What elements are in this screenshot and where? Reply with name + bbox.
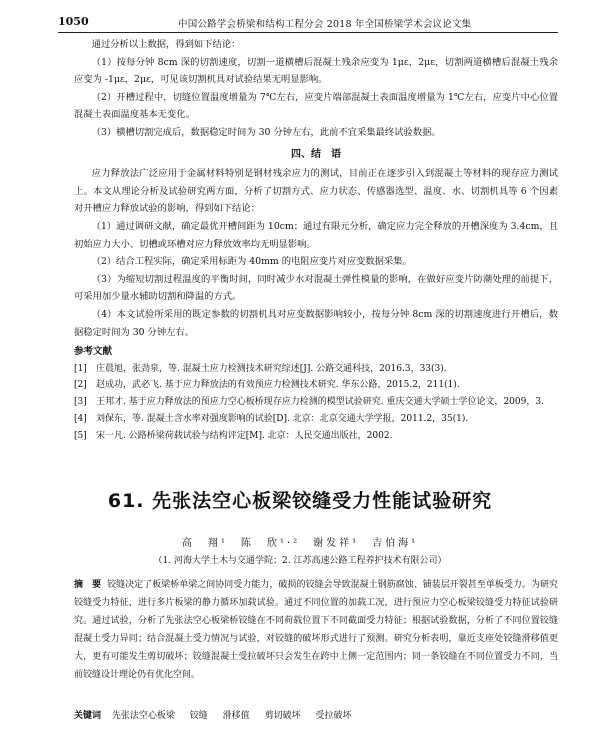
reference-number: [5] [74, 430, 87, 441]
references-list [74, 361, 558, 445]
keyword: 滑移值 [222, 711, 250, 721]
article-authors: 高 翔¹ 陈 欣¹·² 谢发祥¹ 吉伯海¹ [181, 538, 419, 549]
reference-number: [2] [74, 380, 87, 391]
reference-number: [4] [74, 414, 87, 425]
page-header [58, 14, 558, 33]
reference-text: 庄晨旭，张劲泉，等. 混凝土应力检测技术研究综述[J]. 公路交通科技，2016.3，33(3). [96, 363, 447, 374]
reference-item [74, 361, 558, 378]
keyword: 先张法空心板梁 [111, 711, 175, 721]
keywords-label: 关键词 [74, 711, 102, 721]
article-keywords [74, 708, 558, 721]
keyword: 受拉破坏 [315, 711, 352, 721]
reference-text: 宋一凡. 公路桥梁荷载试验与结构评定[M]. 北京：人民交通出版社，2002. [96, 430, 393, 441]
article-title: 61. 先张法空心板梁铰缝受力性能试验研究 [107, 490, 493, 512]
references-title: 参考文献 [74, 346, 113, 358]
reference-item [74, 394, 558, 411]
analysis-intro: 通过分析以上数据，得到如下结论： [91, 39, 241, 50]
article-affiliation: （1. 河海大学土木与交通学院；2. 江苏高速公路工程养护技术有限公司） [153, 556, 447, 566]
page-number: 1050 [58, 15, 89, 28]
conclusion-item-4: （4）本文试验所采用的既定参数的切割机具对应变数据影响较小，按每分钟 8cm 深的切割速度进行开槽后，数据稳定时间为 30 分钟左右。 [74, 308, 558, 338]
article-abstract [74, 576, 558, 684]
analysis-conclusion-1: （1）按每分钟 8cm 深的切割速度，切割一道横槽后混凝土残余应变为 1με，2με，切割两道横槽后混凝土残余应变为 -1με，2με，可见该切割机具对试验结果无明显影响。 [74, 56, 558, 86]
reference-item [74, 377, 558, 394]
reference-number: [3] [74, 397, 87, 408]
keyword: 铰缝 [189, 711, 208, 721]
reference-text: 刘保东，等. 混凝土含水率对强度影响的试验[D]. 北京：北京交通大学学报，2011.2，35(1). [96, 414, 469, 425]
previous-article-conclusions [74, 36, 558, 445]
section-heading-conclusion: 四、结 语 [291, 148, 341, 160]
reference-item [74, 411, 558, 428]
conclusion-item-2: （2）结合工程实际，确定采用标距为 40mm 的电阻应变片对应变数据采集。 [91, 256, 412, 268]
abstract-label: 摘 要 [74, 580, 102, 590]
analysis-conclusion-3: （3）横槽切割完成后，数据稳定时间为 30 分钟左右，此前不宜采集最终试验数据。 [91, 126, 441, 138]
conclusion-item-3: （3）为缩短切割过程温度的平衡时间，同时减少水对混凝土弹性模量的影响，在做好应变片防潮处理的前提下，可采用加少量水辅助切割和降温的方式。 [74, 273, 558, 303]
conclusion-paragraph: 应力释放法广泛应用于金属材料特别是钢材残余应力的测试，目前正在逐步引入到混凝土等材料的现存应力测试上。本文从理论分析及试验研究两方面，分析了切割方式、应力状态、传感器选型、温度、水、切割机具等 6 个因素对开槽应力释放试验的影响，得到如下结论： [74, 168, 558, 215]
reference-text: 王邦才. 基于应力释放法的预应力空心板桥现存应力检测的模型试验研究. 重庆交通大学硕士学位论文，2009，3. [96, 397, 544, 408]
conclusion-item-1: （1）通过调研文献，确定最优开槽间距为 10cm；通过有限元分析，确定应力完全释放的开槽深度为 3.4cm，且初始应力大小、切槽或环槽对应力释放效率均无明显影响。 [74, 220, 558, 250]
keyword: 剪切破坏 [264, 711, 301, 721]
reference-text: 赵成功，武必飞. 基于应力释放法的有效预应力检测技术研究. 华东公路，2015.2，211(1). [96, 380, 460, 391]
journal-title: 中国公路学会桥梁和结构工程分会 2018 年全国桥梁学术会议论文集 [178, 19, 472, 30]
abstract-text: 铰缝决定了板梁桥单梁之间协同受力能力，破损的铰缝会导致混凝土钢筋腐蚀、铺装层开裂甚至单板受力。为研究铰缝受力特征，进行多片板梁的静力循环加载试验。通过不同位置的加载工况，进行预应力空心板梁铰缝受力特征试验研究。通过试验，分析了先张法空心板梁桥铰缝在不同荷载位置下不同截面受力特征；根据试验数据，分析了不同位置铰缝混凝土受力异同；结合混凝土受力情况与试验，对铰缝的破坏形式进行了预测。研究分析表明，靠近支座处铰缝滑移值更大，更有可能发生剪切破坏；铰缝混凝土受拉破坏只会发生在跨中上侧一定范围内；同一条铰缝在不同位置受力不同，当前铰缝设计理论仍有优化空间。 [74, 580, 558, 680]
reference-number: [1] [74, 363, 87, 374]
analysis-conclusion-2: （2）开槽过程中，切缝位置温度增量为 7℃左右，应变片端部混凝土表面温度增量为 1℃左右，应变片中心位置混凝土表面温度基本无变化。 [74, 91, 558, 121]
reference-item [74, 428, 558, 445]
